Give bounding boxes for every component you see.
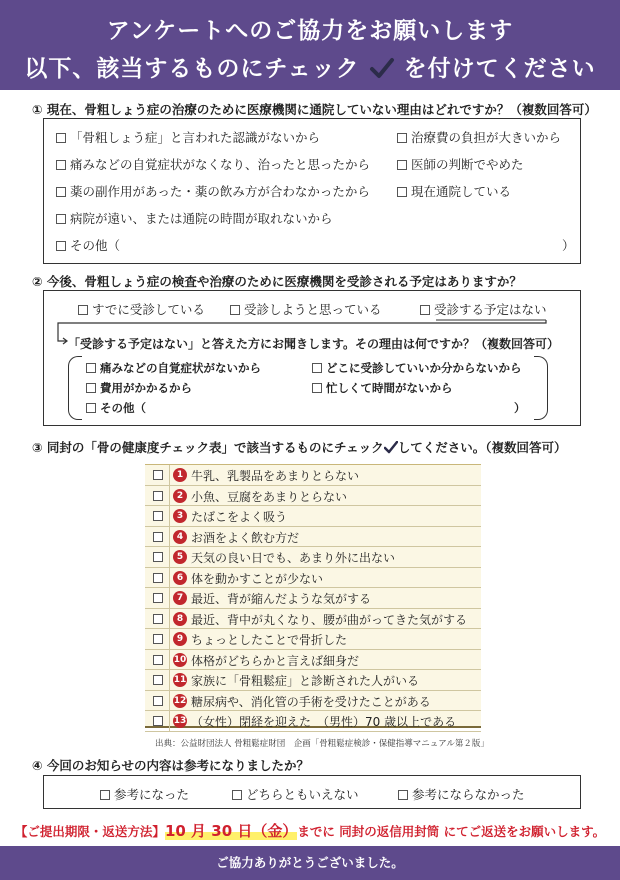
- q2-sub-option-other[interactable]: その他（: [86, 400, 146, 416]
- item-number-badge: 11: [173, 675, 187, 685]
- item-number-badge: 4: [173, 530, 187, 544]
- checklist-row[interactable]: [145, 609, 481, 630]
- divider: [169, 609, 170, 629]
- checkbox[interactable]: [153, 696, 163, 706]
- deadline-date: 10 月 30 日（金）: [164, 822, 298, 840]
- checklist-row[interactable]: [145, 527, 481, 548]
- header-line2-after: を付けてください: [403, 56, 596, 82]
- header-line2-before: 以下、該当するものにチェック: [24, 56, 360, 82]
- checklist-row[interactable]: [145, 650, 481, 671]
- header-title-line2: [0, 50, 620, 83]
- divider: [169, 629, 170, 649]
- checkbox[interactable]: [153, 675, 163, 685]
- checkbox[interactable]: [153, 573, 163, 583]
- page-header: [0, 0, 620, 90]
- checkbox[interactable]: [56, 241, 66, 251]
- q2-option[interactable]: すでに受診している: [78, 300, 205, 318]
- q3-title: ③ 同封の「骨の健康度チェック表」で該当するものにチェック してください。（複数回答可）: [32, 440, 567, 455]
- checklist-row[interactable]: [145, 629, 481, 650]
- divider: [169, 486, 170, 506]
- q2-title: ② 今後、骨粗しょう症の検査や治療のために医療機関を受診される予定はありますか？: [32, 274, 522, 289]
- header-title-line1: アンケートへのご協力をお願いします: [106, 18, 514, 44]
- divider: [169, 711, 170, 731]
- submission-deadline: [0, 820, 620, 841]
- checkbox[interactable]: [397, 133, 407, 143]
- checkbox[interactable]: [230, 305, 240, 315]
- divider: [169, 691, 170, 711]
- divider: [169, 547, 170, 567]
- divider: [169, 465, 170, 485]
- q1-title: ① 現在、骨粗しょう症の治療のために医療機関に通院していない理由はどれですか？（複数回答可）: [32, 102, 597, 117]
- item-number-badge: 9: [173, 632, 187, 646]
- checklist-item-text: 糖尿病や、消化管の手術を受けたことがある: [191, 694, 431, 709]
- divider: [169, 650, 170, 670]
- checkbox[interactable]: [312, 383, 322, 393]
- checkbox[interactable]: [153, 655, 163, 665]
- bracket-right: [534, 356, 548, 420]
- q4-option[interactable]: 参考になった: [100, 785, 189, 803]
- checklist-row[interactable]: [145, 465, 481, 486]
- checkbox[interactable]: [153, 552, 163, 562]
- checklist-row[interactable]: [145, 670, 481, 691]
- divider: [169, 506, 170, 526]
- deadline-instructions: までに 同封の返信用封筒 にてご返送をお願いします。: [297, 824, 606, 839]
- q2-sub-option[interactable]: 忙しくて時間がないから: [312, 380, 453, 396]
- checkbox[interactable]: [86, 403, 96, 413]
- checkbox[interactable]: [56, 133, 66, 143]
- checklist-row[interactable]: [145, 486, 481, 507]
- item-number-badge: 12: [173, 695, 187, 706]
- checkbox[interactable]: [78, 305, 88, 315]
- checklist-row[interactable]: [145, 711, 481, 732]
- checkbox[interactable]: [153, 614, 163, 624]
- checkbox[interactable]: [397, 160, 407, 170]
- checklist-row[interactable]: [145, 588, 481, 609]
- checklist-item-text: （女性）閉経を迎えた （男性）70 歳以上である: [191, 715, 457, 729]
- q1-option[interactable]: 「骨粗しょう症」と言われた認識がないから: [56, 128, 320, 146]
- divider: [169, 527, 170, 547]
- checklist-row[interactable]: [145, 547, 481, 568]
- q1-option-other[interactable]: その他（: [56, 236, 120, 254]
- checkbox[interactable]: [153, 511, 163, 521]
- checkbox[interactable]: [56, 160, 66, 170]
- item-number-badge: 10: [173, 654, 187, 665]
- checklist-item-text: 小魚、豆腐をあまりとらない: [191, 489, 348, 504]
- checkbox[interactable]: [153, 634, 163, 644]
- checkbox[interactable]: [420, 305, 430, 315]
- divider: [169, 670, 170, 690]
- checkbox[interactable]: [397, 187, 407, 197]
- checklist-item-text: 最近、背中が丸くなり、腰が曲がってきた気がする: [191, 612, 468, 627]
- check-icon: [369, 56, 395, 80]
- checkbox[interactable]: [153, 491, 163, 501]
- checkbox[interactable]: [56, 214, 66, 224]
- q1-option[interactable]: 治療費の負担が大きいから: [397, 128, 561, 146]
- checkbox[interactable]: [153, 470, 163, 480]
- item-number-badge: 6: [173, 571, 187, 585]
- page-footer: ご協力ありがとうございました。: [0, 846, 620, 880]
- item-number-badge: 1: [173, 468, 187, 482]
- q1-option[interactable]: 医師の判断でやめた: [397, 155, 524, 173]
- q1-other-close-paren: ）: [562, 238, 575, 253]
- checkbox[interactable]: [153, 593, 163, 603]
- divider: [169, 568, 170, 588]
- item-number-badge: 8: [173, 612, 187, 626]
- q2-followup-options: [68, 356, 548, 420]
- item-number-badge: 13: [173, 716, 187, 726]
- checklist-item-text: ちょっとしたことで骨折した: [191, 633, 348, 647]
- q1-option[interactable]: 病院が遠い、または通院の時間が取れないから: [56, 209, 333, 227]
- q2-other-close-paren: ）: [514, 401, 526, 415]
- checkbox[interactable]: [312, 363, 322, 373]
- q2-option[interactable]: 受診する予定はない: [420, 300, 547, 318]
- checklist-item-text: たばこをよく吸う: [191, 510, 288, 524]
- q4-title: ④ 今回のお知らせの内容は参考になりましたか？: [32, 758, 310, 773]
- q2-sub-option[interactable]: 痛みなどの自覚症状がないから: [86, 360, 261, 376]
- checklist-item-text: 家族に「骨粗鬆症」と診断された人がいる: [191, 674, 420, 688]
- checklist-item-text: 体格がどちらかと言えば細身だ: [191, 653, 360, 668]
- checkbox[interactable]: [86, 363, 96, 373]
- deadline-label: 【ご提出期限・返送方法】: [14, 824, 165, 839]
- checklist-row[interactable]: [145, 506, 481, 527]
- checkbox[interactable]: [232, 790, 242, 800]
- item-number-badge: 7: [173, 591, 187, 605]
- bracket-left: [68, 356, 82, 420]
- checklist-item-text: 天気の良い日でも、あまり外に出ない: [191, 551, 396, 565]
- q1-box: [43, 118, 581, 264]
- checklist-row[interactable]: [145, 691, 481, 712]
- q2-followup-question: 「受診する予定はない」と答えた方にお聞きします。その理由は何ですか？（複数回答可）: [68, 337, 560, 351]
- checklist-item-text: 牛乳、乳製品をあまりとらない: [191, 469, 360, 483]
- q4-box: [43, 775, 581, 809]
- q1-option[interactable]: 痛みなどの自覚症状がなくなり、治ったと思ったから: [56, 155, 370, 173]
- bone-health-checklist: [145, 464, 481, 728]
- check-icon: [384, 441, 398, 454]
- q2-sub-option[interactable]: 費用がかかるから: [86, 380, 192, 396]
- checkbox[interactable]: [86, 383, 96, 393]
- checkbox[interactable]: [153, 532, 163, 542]
- divider: [169, 588, 170, 608]
- checkbox[interactable]: [100, 790, 110, 800]
- item-number-badge: 3: [173, 509, 187, 523]
- item-number-badge: 5: [173, 550, 187, 564]
- source-citation: 出典：公益財団法人 骨粗鬆症財団 企画「骨粗鬆症検診・保健指導マニュアル第２版」: [155, 739, 489, 749]
- checklist-row[interactable]: [145, 568, 481, 589]
- q2-option[interactable]: 受診しようと思っている: [230, 300, 382, 318]
- q2-sub-option[interactable]: どこに受診していいか分からないから: [312, 360, 522, 376]
- q1-option[interactable]: 薬の副作用があった・薬の飲み方が合わなかったから: [56, 182, 370, 200]
- q4-option[interactable]: 参考にならなかった: [398, 785, 525, 803]
- checklist-item-text: 体を動かすことが少ない: [191, 571, 324, 586]
- item-number-badge: 2: [173, 489, 187, 503]
- checkbox[interactable]: [153, 716, 163, 726]
- checkbox[interactable]: [56, 187, 66, 197]
- q1-option[interactable]: 現在通院している: [397, 182, 511, 200]
- q4-option[interactable]: どちらともいえない: [232, 785, 359, 803]
- checklist-item-text: お酒をよく飲む方だ: [191, 530, 300, 545]
- checklist-item-text: 最近、背が縮んだような気がする: [191, 592, 372, 606]
- checkbox[interactable]: [398, 790, 408, 800]
